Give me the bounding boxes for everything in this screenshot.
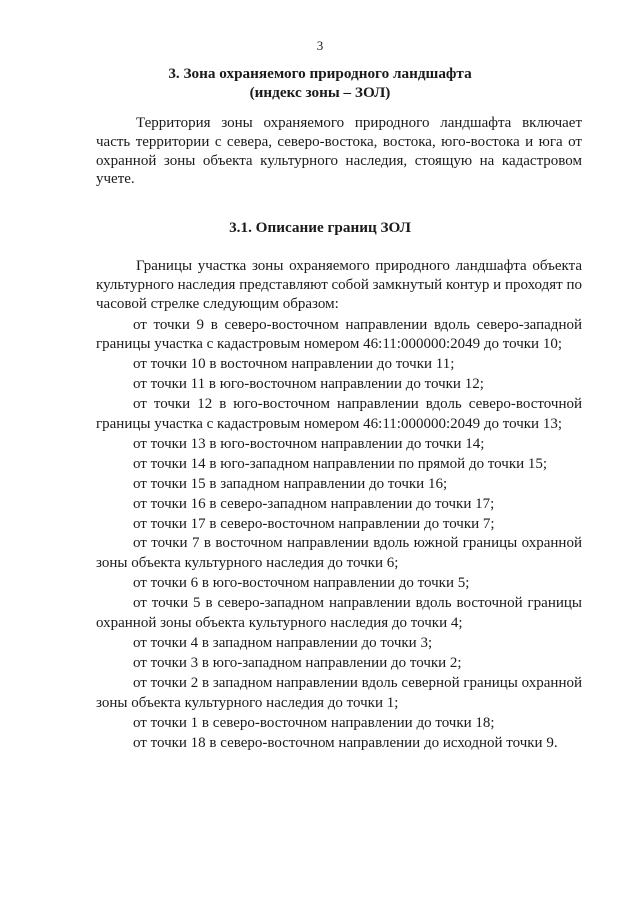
boundary-point-item: от точки 5 в северо-западном направлении вдоль восточной границы охранной зоны объекта культурного наследия до точки 4; [96,595,582,632]
page-number: 3 [316,38,324,53]
boundary-point-item: от точки 16 в северо-западном направлении до точки 17; [133,495,495,512]
boundary-point-item: от точки 12 в юго-восточном направлении вдоль северо-восточной границы участка с кадастровым номером 46:11:000000:2049 до точки 13; [96,396,582,433]
boundary-point-item: от точки 11 в юго-восточном направлении до точки 12; [133,376,484,393]
boundary-description-paragraph: Границы участка зоны охраняемого природного ландшафта объекта культурного наследия представляют собой замкнутый контур и проходят по часовой стрелке следующим образом: [96,258,582,312]
boundary-points-list [96,316,582,754]
boundary-point-item: от точки 2 в западном направлении вдоль северной границы охранной зоны объекта культурного наследия до точки 1; [96,674,582,711]
boundary-point-item: от точки 17 в северо-восточном направлении до точки 7; [133,515,495,532]
boundary-point-item: от точки 10 в восточном направлении до точки 11; [133,356,455,373]
boundary-point-item: от точки 7 в восточном направлении вдоль южной границы охранной зоны объекта культурного наследия до точки 6; [96,535,582,572]
intro-paragraph: Территория зоны охраняемого природного ландшафта включает часть территории с севера, северо-востока, востока, юго-востока и юга от охранной зоны объекта культурного наследия, стоящую на кадастровом учете. [96,115,582,188]
boundary-point-item: от точки 3 в юго-западном направлении до точки 2; [133,654,462,671]
section-title: 3. Зона охраняемого природного ландшафта [168,65,472,82]
boundary-point-item: от точки 18 в северо-восточном направлении до исходной точки 9. [133,734,558,751]
boundary-point-item: от точки 9 в северо-восточном направлении вдоль северо-западной границы участка с кадастровым номером 46:11:000000:2049 до точки 10; [96,316,582,353]
boundary-point-item: от точки 4 в западном направлении до точки 3; [133,635,433,651]
boundary-point-item: от точки 6 в юго-восточном направлении до точки 5; [133,575,470,592]
boundary-point-item: от точки 15 в западном направлении до точки 16; [133,475,448,492]
boundary-point-item: от точки 14 в юго-западном направлении по прямой до точки 15; [133,455,548,472]
section-zone-index: (индекс зоны – ЗОЛ) [249,84,391,101]
boundary-point-item: от точки 13 в юго-восточном направлении до точки 14; [133,435,485,452]
subsection-title: 3.1. Описание границ ЗОЛ [229,219,411,236]
boundary-point-item: от точки 1 в северо-восточном направлении до точки 18; [133,714,495,731]
